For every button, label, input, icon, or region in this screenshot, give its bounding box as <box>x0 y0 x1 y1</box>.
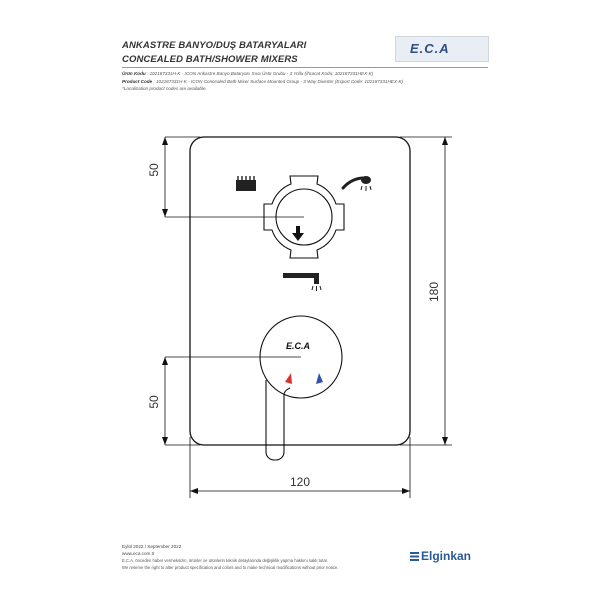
product-code-en-value: : 102187331H-K - ICON Concealed Bath Mixer Surface Mounted Group - 3 Way Diverter (Export Code: 102187331HEX-K) <box>153 78 404 84</box>
arrow-down-icon <box>292 226 304 241</box>
elginkan-logo-text: Elginkan <box>421 549 472 563</box>
dimension-bottom-offset-label: 50 <box>147 395 161 409</box>
dimension-width <box>190 437 410 498</box>
hand-shower-icon <box>343 176 371 191</box>
product-code-tr-label: Ürün Kodu <box>122 71 146 76</box>
title-en: CONCEALED BATH/SHOWER MIXERS <box>122 54 298 65</box>
eca-logo-text: E.C.A <box>410 41 450 56</box>
dimension-height-label: 180 <box>427 281 441 303</box>
mixer-handle-lever <box>266 380 290 460</box>
dimension-top-offset-label: 50 <box>147 163 161 177</box>
dimension-height <box>400 137 452 445</box>
footer-website: www.eca.com.tr <box>122 551 155 556</box>
elginkan-mark-icon <box>410 552 419 561</box>
title-tr: ANKASTRE BANYO/DUŞ BATARYALARI <box>122 40 307 51</box>
cover-plate <box>190 137 410 445</box>
product-code-tr-value: : 102187331H-K - ICON Ankastre Banyo Bataryası Sıva Üstü Grubu - 3 Yollu (İhracat Kodu: 102187331HEX-K) <box>147 71 374 76</box>
localization-note: *Localization product codes are available. <box>122 86 207 91</box>
elginkan-logo <box>410 549 471 563</box>
bath-icon <box>236 176 256 191</box>
spout-icon <box>283 273 321 291</box>
footer-disclaimer-tr: E.C.A. önceden haber vermeksizin, ürünler ve ürünlerin teknik detaylarında değişiklik yapma hakkını saklı tutar. <box>122 558 328 563</box>
dimension-top-offset <box>147 137 304 217</box>
hot-indicator-icon <box>285 373 292 384</box>
footer-disclaimer-en: We reserve the right to alter product specification and colors and to make technical modifications without prior notice. <box>122 565 339 570</box>
mixer-logo: E.C.A <box>286 341 311 351</box>
product-code-en-label: Product Code <box>122 78 153 84</box>
dimension-bottom-offset <box>147 357 301 445</box>
mixer-handle <box>260 316 342 460</box>
dimension-width-label: 120 <box>289 475 311 489</box>
footer-date: Eylül 2022 / September 2022 <box>122 544 182 549</box>
cold-indicator-icon <box>316 373 323 384</box>
